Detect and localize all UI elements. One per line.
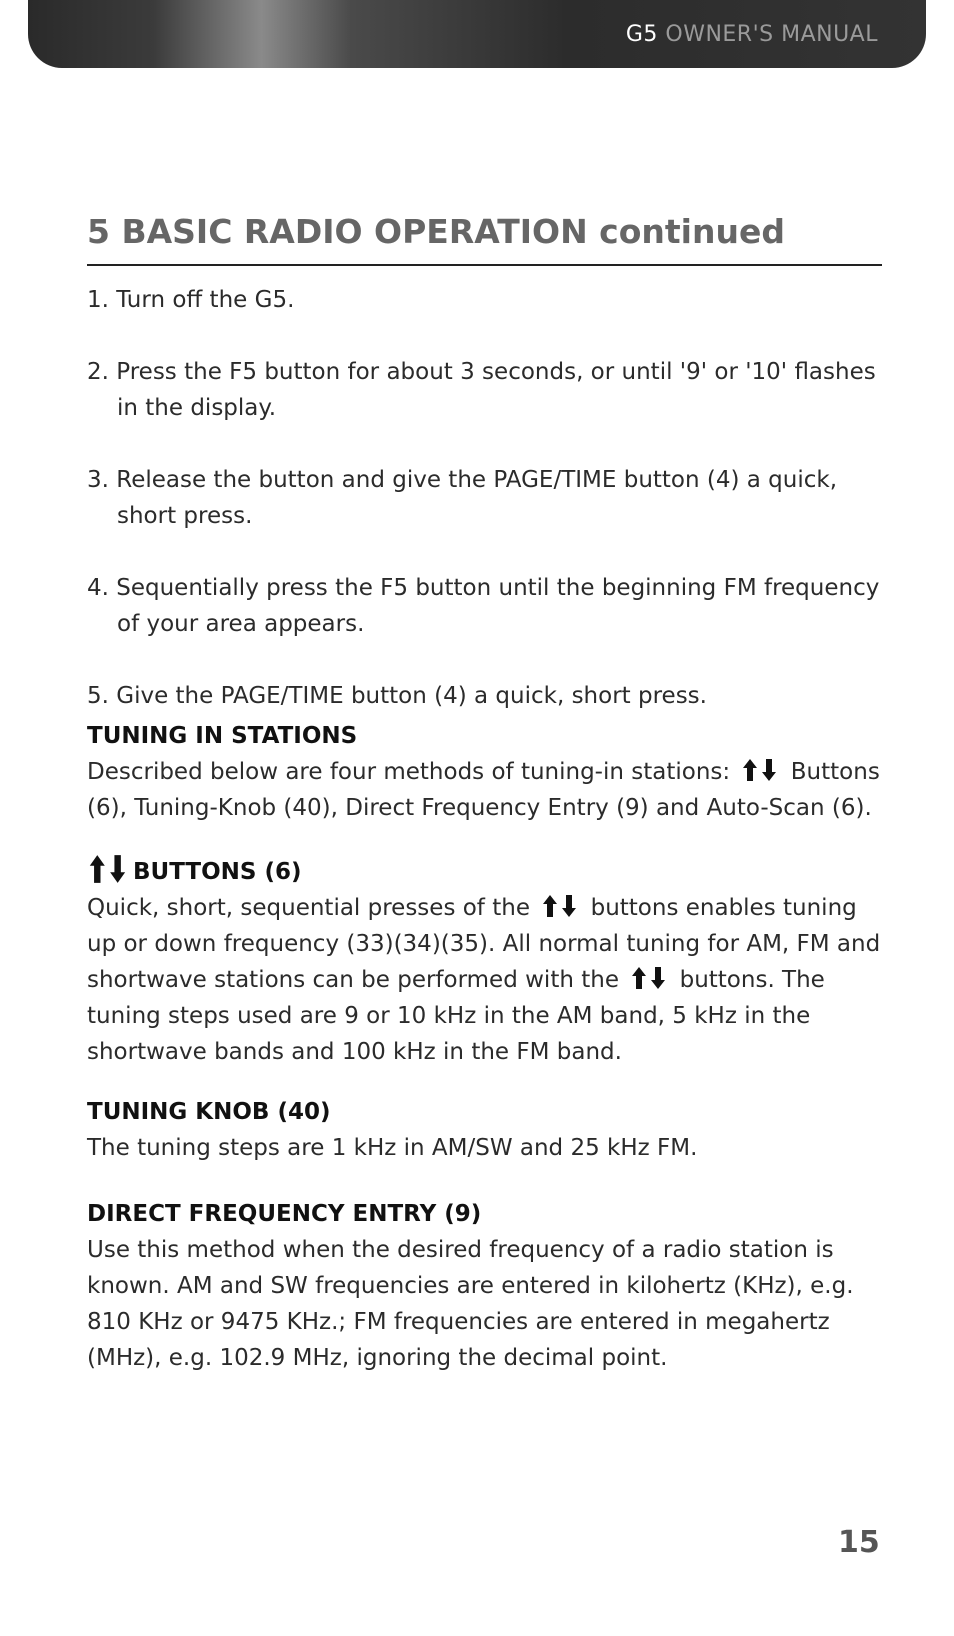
up-down-arrows-icon [541, 894, 579, 918]
tuning-in-stations-title: TUNING IN STATIONS [87, 723, 358, 749]
buttons-body [87, 890, 882, 1070]
step-item: 4. Sequentially press the F5 button until the beginning FM frequency of your area appears. [87, 575, 880, 637]
direct-entry-title: DIRECT FREQUENCY ENTRY (9) [87, 1201, 482, 1227]
tuning-knob-body: The tuning steps are 1 kHz in AM/SW and 25 kHz FM. [87, 1135, 698, 1161]
up-down-arrows-icon [630, 966, 668, 990]
tuning-in-stations-text-1: Described below are four methods of tuning-in stations: [87, 759, 731, 785]
steps-list [87, 282, 882, 750]
step-item: 1. Turn off the G5. [87, 287, 295, 313]
tuning-knob-section [87, 1094, 882, 1166]
up-down-arrows-icon [87, 854, 129, 884]
tuning-in-stations-body [87, 754, 882, 826]
header-label: OWNER'S MANUAL [665, 22, 878, 47]
tuning-knob-title: TUNING KNOB (40) [87, 1099, 331, 1125]
step-item: 5. Give the PAGE/TIME button (4) a quick, short press. [87, 683, 707, 709]
header-model: G5 [625, 22, 658, 47]
buttons-section [87, 854, 882, 1070]
section-title: 5 BASIC RADIO OPERATION continued [87, 210, 882, 266]
buttons-title-text: BUTTONS (6) [133, 859, 302, 885]
header-title [626, 22, 878, 47]
page-number: 15 [838, 1525, 880, 1560]
header-bar [28, 0, 926, 68]
step-item: 3. Release the button and give the PAGE/TIME button (4) a quick, short press. [87, 467, 838, 529]
tuning-in-stations-text-2: Buttons (6), Tuning-Knob (40), Direct Frequency Entry (9) and Auto-Scan (6). [87, 759, 880, 821]
buttons-text-1: Quick, short, sequential presses of the [87, 895, 530, 921]
buttons-text-3: buttons. The tuning steps used are 9 or 10 kHz in the AM band, 5 kHz in the shortwave bands and 100 kHz in the FM band. [87, 967, 825, 1065]
direct-entry-section [87, 1196, 882, 1376]
tuning-in-stations-section [87, 718, 882, 826]
direct-entry-body: Use this method when the desired frequency of a radio station is known. AM and SW frequencies are entered in kilohertz (KHz), e.g. 810 KHz or 9475 KHz.; FM frequencies are entered in megahertz (MHz), e.g. 102.9 MHz, ignoring the decimal point. [87, 1237, 854, 1371]
buttons-title [87, 854, 882, 890]
buttons-text-2: buttons enables tuning up or down frequency (33)(34)(35). All normal tuning for AM, FM and shortwave stations can be performed with the [87, 895, 881, 993]
up-down-arrows-icon [741, 758, 779, 782]
step-item: 2. Press the F5 button for about 3 seconds, or until '9' or '10' flashes in the display. [87, 359, 876, 421]
